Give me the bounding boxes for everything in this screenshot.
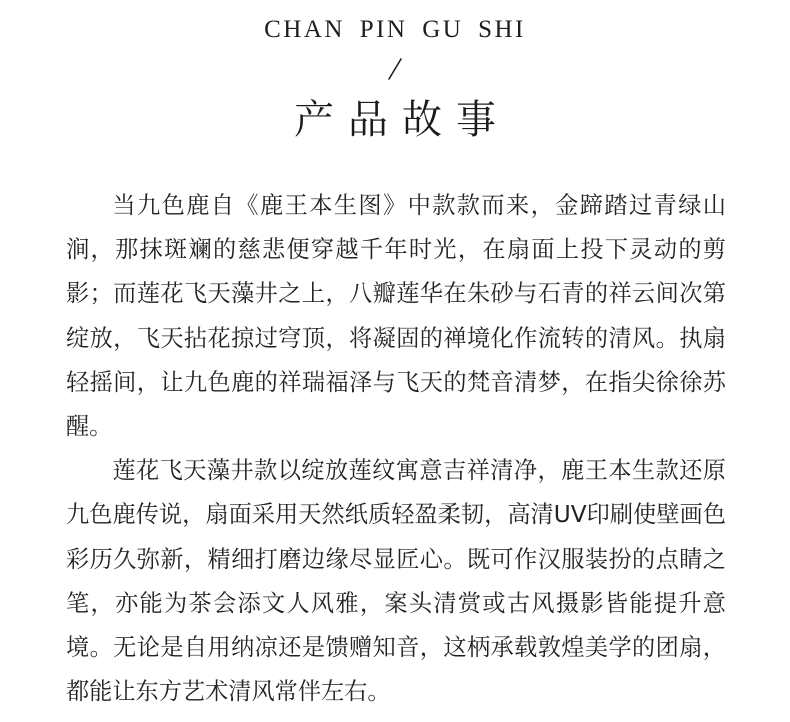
story-paragraph-2: 莲花飞天藻井款以绽放莲纹寓意吉祥清净，鹿王本生款还原九色鹿传说，扇面采用天然纸质轻盈柔韧，高清UV印刷使壁画色彩历久弥新，精细打磨边缘尽显匠心。既可作汉服装扮的点睛之笔，亦能为茶会添文人风雅，案头清赏或古风摄影皆能提升意境。无论是自用纳凉还是馈赠知音，这柄承载敦煌美学的团扇，都能让东方艺术清风常伴左右。 — [66, 457, 726, 706]
slash-divider — [0, 56, 790, 86]
page-title: 产品故事 — [294, 97, 510, 143]
story-paragraph-1: 当九色鹿自《鹿王本生图》中款款而来，金蹄踏过青绿山涧，那抹斑斓的慈悲便穿越千年时光，在扇面上投下灵动的剪影；而莲花飞天藻井之上，八瓣莲华在朱砂与石青的祥云间次第绽放，飞天拈花掠过穹顶，将凝固的禅境化作流转的清风。执扇轻摇间，让九色鹿的祥瑞福泽与飞天的梵音清梦，在指尖徐徐苏醒。 — [66, 192, 726, 441]
pinyin-heading: CHAN PIN GU SHI — [264, 16, 526, 43]
story-body — [66, 184, 726, 714]
